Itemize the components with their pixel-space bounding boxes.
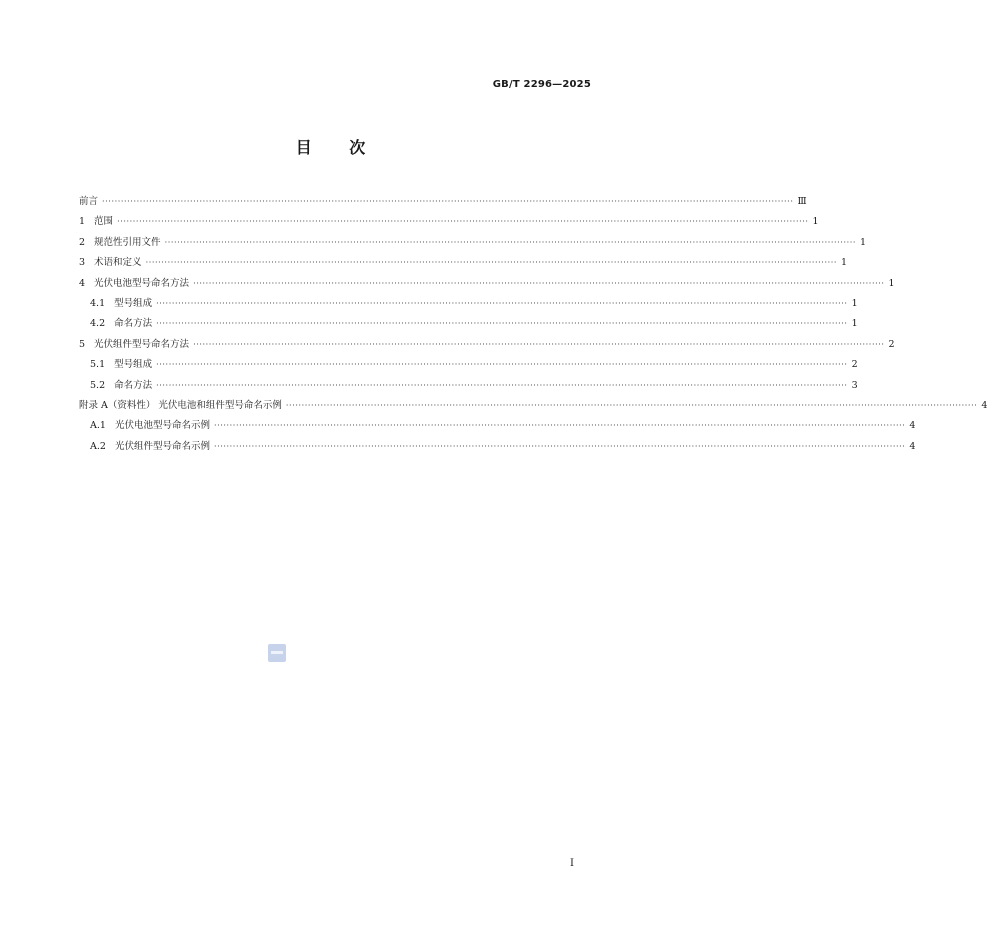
toc-entry[interactable] [79,314,858,334]
toc-leader-dots: ···························································································································································································································· [213,441,906,451]
toc-entry-label [79,253,146,273]
toc-entry-title: 光伏电池型号命名方法 [94,277,190,289]
toc-entry-title: 型号组成 [114,297,153,309]
toc-entry-page: 4 [981,399,987,411]
toc-entry-label [90,294,156,314]
toc-entry[interactable] [79,212,819,232]
toc-entry-page: 1 [851,318,858,330]
toc-leader-dots: ···························································································································································································································· [164,237,857,247]
toc-leader-dots: ···························································································································································································································· [156,319,848,329]
toc-entry-label [79,192,102,212]
toc-entry[interactable] [79,233,867,253]
toc-entry-number: A.1 [90,420,106,432]
toc-entry-page: 4 [909,440,916,452]
toc-entry-page: 1 [812,216,819,228]
toc-entry-title: 前言 [79,196,99,207]
toc-entry-title: 型号组成 [114,359,153,371]
toc-entry-page: 4 [909,420,916,432]
toc-leader-dots: ···························································································································································································································· [117,217,809,227]
toc-entry[interactable] [79,294,858,314]
toc-entry[interactable] [79,437,916,457]
page-number: I [570,858,574,869]
toc-entry-label [79,335,193,355]
toc-entry-page: 3 [851,379,858,391]
toc-entry-title: 范围 [94,216,114,228]
toc-entry-title: 命名方法 [114,379,153,391]
toc-entry-number: 4 [79,277,86,289]
toc-entry-number: 1 [79,216,86,228]
toc-entry-title: 命名方法 [114,318,153,330]
toc-entry-page: Ⅲ [797,196,807,207]
toc-entry-number: 5.1 [90,359,106,371]
toc-entry-title: 光伏电池型号命名示例 [114,420,210,432]
toc-entry[interactable] [79,274,895,294]
toc-entry[interactable] [79,355,858,375]
watermark-logo [268,644,286,662]
toc-entry-title: 光伏组件型号命名示例 [114,440,210,452]
toc-entry-number: 5.2 [90,379,106,391]
toc-entry-number: 5 [79,338,86,350]
toc-entry-number: 3 [79,257,86,269]
toc-leader-dots: ···························································································································································································································· [156,380,848,390]
toc-entry[interactable] [79,376,858,396]
toc-entry-title: 术语和定义 [94,257,142,269]
toc-entry-label [90,437,214,457]
toc-leader-dots: ···························································································································································································································· [102,197,794,206]
toc-entry-title: 光伏组件型号命名方法 [94,338,190,350]
toc-entry-label [90,314,156,334]
table-of-contents [79,192,987,457]
toc-entry-page: 2 [888,338,895,350]
toc-entry-number: 4.1 [90,297,106,309]
toc-entry-label [79,396,286,416]
toc-entry-label [90,376,156,396]
toc-entry-title: 规范性引用文件 [94,236,161,248]
toc-leader-dots: ···························································································································································································································· [156,298,848,308]
toc-entry-label [90,416,214,436]
toc-entry-page: 1 [851,297,858,309]
toc-entry-label [79,212,117,232]
toc-entry-page: 1 [888,277,895,289]
standard-code: GB/T 2296—2025 [492,79,591,90]
toc-entry[interactable] [79,335,895,355]
toc-leader-dots: ···························································································································································································································· [213,421,906,431]
toc-entry[interactable] [79,416,916,436]
toc-leader-dots: ···························································································································································································································· [193,278,885,288]
toc-leader-dots: ···························································································································································································································· [193,339,885,349]
toc-entry[interactable] [79,396,987,416]
toc-entry-number: 4.2 [90,318,106,330]
toc-entry[interactable] [79,192,807,212]
toc-entry-number: A.2 [90,440,106,452]
toc-leader-dots: ···························································································································································································································· [145,258,838,268]
toc-entry-label [79,233,165,253]
toc-entry-page: 1 [860,236,867,248]
page-title: 目 次 [295,138,367,157]
toc-leader-dots: ···························································································································································································································· [156,360,848,370]
toc-entry-page: 2 [851,359,858,371]
toc-entry-number: 2 [79,236,86,248]
toc-entry-page: 1 [841,257,848,269]
toc-entry[interactable] [79,253,848,273]
toc-leader-dots: ···························································································································································································································· [285,400,978,410]
toc-entry-title: 附录 A（资料性） 光伏电池和组件型号命名示例 [79,399,282,411]
toc-entry-label [79,274,193,294]
toc-entry-label [90,355,156,375]
